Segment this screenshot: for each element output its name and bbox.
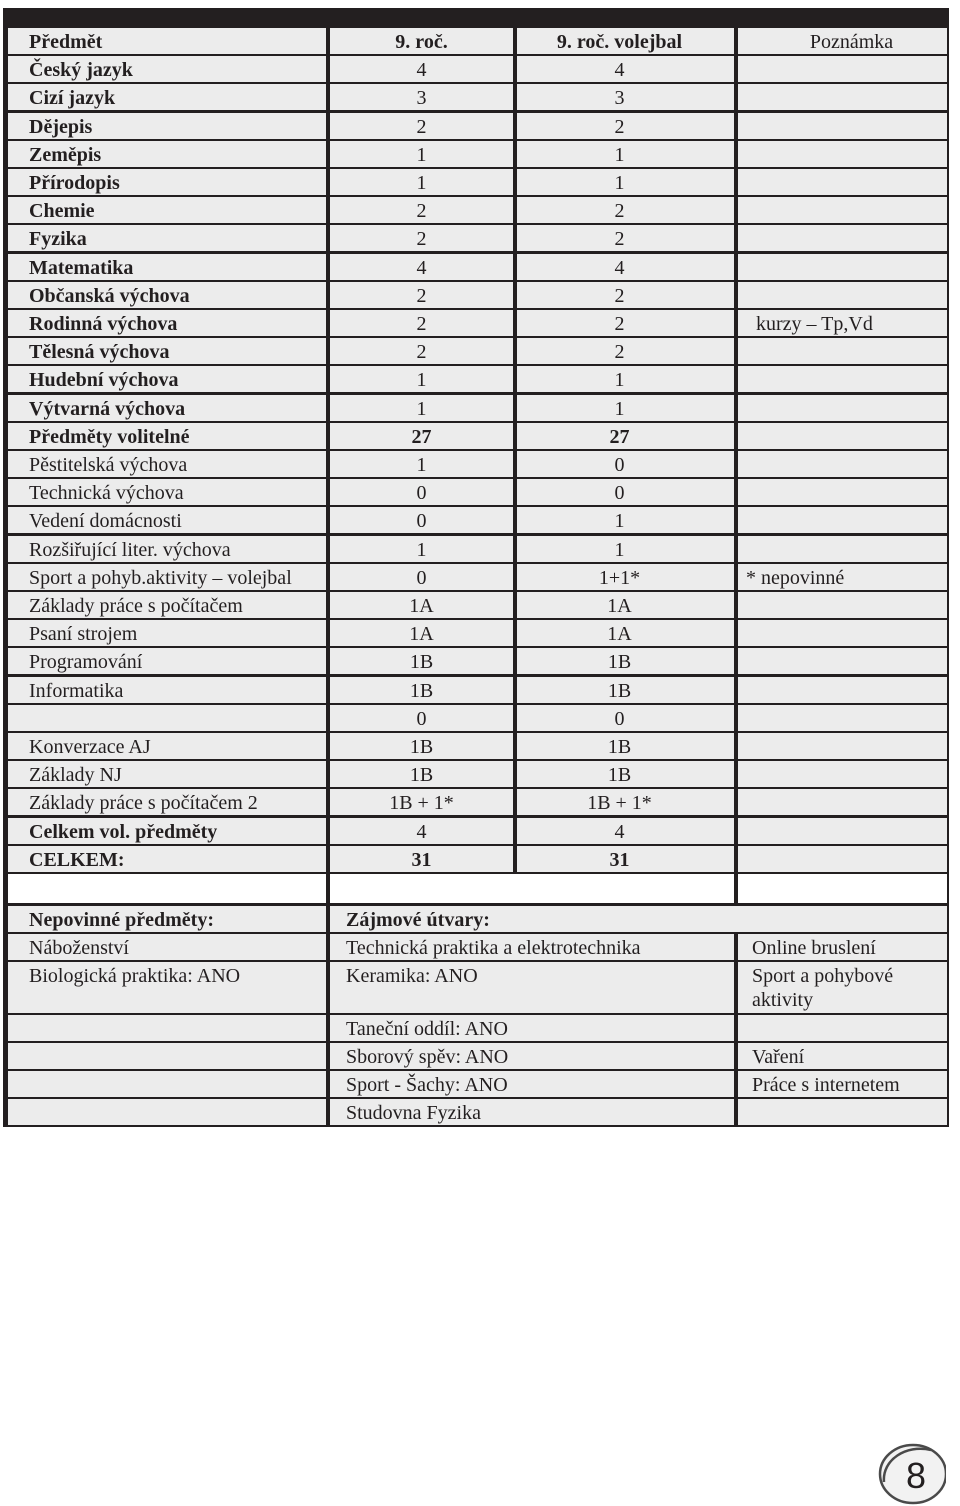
row-subject: Zeměpis (8, 141, 326, 167)
row-note (738, 169, 947, 195)
row-note (738, 507, 947, 533)
row-col1: 31 (330, 846, 513, 872)
row-subject: Dějepis (8, 113, 326, 139)
row-col1: 4 (330, 56, 513, 82)
row-subject: Vedení domácnosti (8, 507, 326, 533)
row-col2: 1B (517, 761, 734, 787)
row-subject: Přírodopis (8, 169, 326, 195)
row-subject: Rozšiřující liter. výchova (8, 536, 326, 562)
header-subject: Předmět (8, 28, 326, 54)
row-note (738, 677, 947, 703)
row-col2: 1 (517, 395, 734, 421)
extras-club: Sport - Šachy: ANO (330, 1071, 734, 1097)
row-subject: Předměty volitelné (8, 423, 326, 449)
row-note (738, 761, 947, 787)
row-col2: 2 (517, 113, 734, 139)
row-note (738, 479, 947, 505)
row-col1: 1 (330, 169, 513, 195)
row-note (738, 84, 947, 110)
row-col1: 4 (330, 254, 513, 280)
row-col2: 4 (517, 254, 734, 280)
row-col2: 27 (517, 423, 734, 449)
row-subject: Základy práce s počítačem 2 (8, 789, 326, 815)
row-note (738, 423, 947, 449)
row-col1: 1 (330, 451, 513, 477)
extras-club: Keramika: ANO (330, 962, 734, 1013)
row-col2: 1+1* (517, 564, 734, 590)
extras-note: Sport a pohybové aktivity (738, 962, 947, 1013)
row-col2: 2 (517, 282, 734, 308)
row-note (738, 818, 947, 844)
row-col1: 2 (330, 310, 513, 336)
row-subject: Chemie (8, 197, 326, 223)
row-col1: 0 (330, 564, 513, 590)
row-subject: Základy práce s počítačem (8, 592, 326, 618)
row-subject: Výtvarná výchova (8, 395, 326, 421)
row-col2: 0 (517, 451, 734, 477)
row-subject: Programování (8, 648, 326, 674)
row-note (738, 197, 947, 223)
row-note (738, 338, 947, 364)
row-note (738, 536, 947, 562)
extras-clubs-header: Zájmové útvary: (330, 906, 947, 932)
row-note (738, 733, 947, 759)
row-subject: Informatika (8, 677, 326, 703)
row-note (738, 705, 947, 731)
extras-optional (8, 1043, 326, 1069)
extras-note: Online bruslení (738, 934, 947, 960)
row-col2: 1 (517, 536, 734, 562)
page-number: 8 (905, 1455, 927, 1496)
row-note (738, 141, 947, 167)
row-col2: 1 (517, 141, 734, 167)
row-subject (8, 705, 326, 731)
row-note (738, 282, 947, 308)
row-subject: Cizí jazyk (8, 84, 326, 110)
extras-club: Studovna Fyzika (330, 1099, 734, 1125)
row-col2: 1A (517, 620, 734, 646)
row-subject: Sport a pohyb.aktivity – volejbal (8, 564, 326, 590)
row-col1: 1B (330, 648, 513, 674)
row-note (738, 451, 947, 477)
row-col1: 1A (330, 592, 513, 618)
row-subject: Hudební výchova (8, 366, 326, 392)
extras-note (738, 1015, 947, 1041)
row-col1: 27 (330, 423, 513, 449)
row-col1: 1A (330, 620, 513, 646)
row-subject: Konverzace AJ (8, 733, 326, 759)
row-col1: 2 (330, 113, 513, 139)
row-col2: 1 (517, 366, 734, 392)
extras-club: Technická praktika a elektrotechnika (330, 934, 734, 960)
row-subject: Technická výchova (8, 479, 326, 505)
row-col1: 2 (330, 197, 513, 223)
header-note: Poznámka (738, 28, 947, 54)
row-col2: 4 (517, 818, 734, 844)
row-note (738, 56, 947, 82)
row-note: kurzy – Tp,Vd (738, 310, 947, 336)
row-col1: 1B + 1* (330, 789, 513, 815)
extras-note: Práce s internetem (738, 1071, 947, 1097)
row-col2: 2 (517, 338, 734, 364)
extras-optional: Biologická praktika: ANO (8, 962, 326, 1013)
row-subject: CELKEM: (8, 846, 326, 872)
extras-optional (8, 1099, 326, 1125)
row-subject: Matematika (8, 254, 326, 280)
row-col1: 3 (330, 84, 513, 110)
extras-club: Sborový spěv: ANO (330, 1043, 734, 1069)
row-note (738, 846, 947, 872)
row-col2: 4 (517, 56, 734, 82)
row-note (738, 254, 947, 280)
row-note (738, 366, 947, 392)
row-col1: 1 (330, 141, 513, 167)
separator-cell (8, 874, 326, 903)
extras-optional (8, 1015, 326, 1041)
row-subject: Pěstitelská výchova (8, 451, 326, 477)
row-col1: 1B (330, 761, 513, 787)
row-col2: 0 (517, 479, 734, 505)
row-note (738, 620, 947, 646)
row-subject: Český jazyk (8, 56, 326, 82)
extras-optional-header: Nepovinné předměty: (8, 906, 326, 932)
header-col2: 9. roč. volejbal (517, 28, 734, 54)
row-note (738, 113, 947, 139)
extras-note: Vaření (738, 1043, 947, 1069)
row-subject: Občanská výchova (8, 282, 326, 308)
row-col2: 1 (517, 169, 734, 195)
row-note (738, 225, 947, 251)
row-note (738, 648, 947, 674)
row-col2: 1B + 1* (517, 789, 734, 815)
row-col2: 2 (517, 197, 734, 223)
row-col1: 2 (330, 282, 513, 308)
row-col2: 2 (517, 310, 734, 336)
row-col1: 4 (330, 818, 513, 844)
row-subject: Rodinná výchova (8, 310, 326, 336)
row-col2: 3 (517, 84, 734, 110)
page-number-badge (876, 1440, 946, 1506)
separator-cell (330, 874, 734, 903)
row-col1: 1 (330, 366, 513, 392)
row-note: * nepovinné (738, 564, 947, 590)
row-subject: Psaní strojem (8, 620, 326, 646)
row-col2: 1B (517, 733, 734, 759)
row-col2: 1 (517, 507, 734, 533)
row-subject: Tělesná výchova (8, 338, 326, 364)
extras-note (738, 1099, 947, 1125)
row-note (738, 395, 947, 421)
header-col1: 9. roč. (330, 28, 513, 54)
row-subject: Celkem vol. předměty (8, 818, 326, 844)
row-col2: 0 (517, 705, 734, 731)
row-col1: 1B (330, 677, 513, 703)
row-col1: 0 (330, 479, 513, 505)
row-col1: 0 (330, 507, 513, 533)
row-subject: Fyzika (8, 225, 326, 251)
row-col1: 1 (330, 536, 513, 562)
row-subject: Základy NJ (8, 761, 326, 787)
extras-optional (8, 1071, 326, 1097)
row-col2: 1B (517, 648, 734, 674)
row-note (738, 592, 947, 618)
row-col1: 1 (330, 395, 513, 421)
schedule-table (3, 8, 949, 1127)
row-col1: 2 (330, 338, 513, 364)
row-col1: 1B (330, 733, 513, 759)
separator-cell (738, 874, 947, 903)
row-col1: 0 (330, 705, 513, 731)
row-col2: 1A (517, 592, 734, 618)
row-col2: 1B (517, 677, 734, 703)
row-note (738, 789, 947, 815)
row-col1: 2 (330, 225, 513, 251)
extras-optional: Náboženství (8, 934, 326, 960)
row-col2: 2 (517, 225, 734, 251)
extras-club: Taneční oddíl: ANO (330, 1015, 734, 1041)
row-col2: 31 (517, 846, 734, 872)
